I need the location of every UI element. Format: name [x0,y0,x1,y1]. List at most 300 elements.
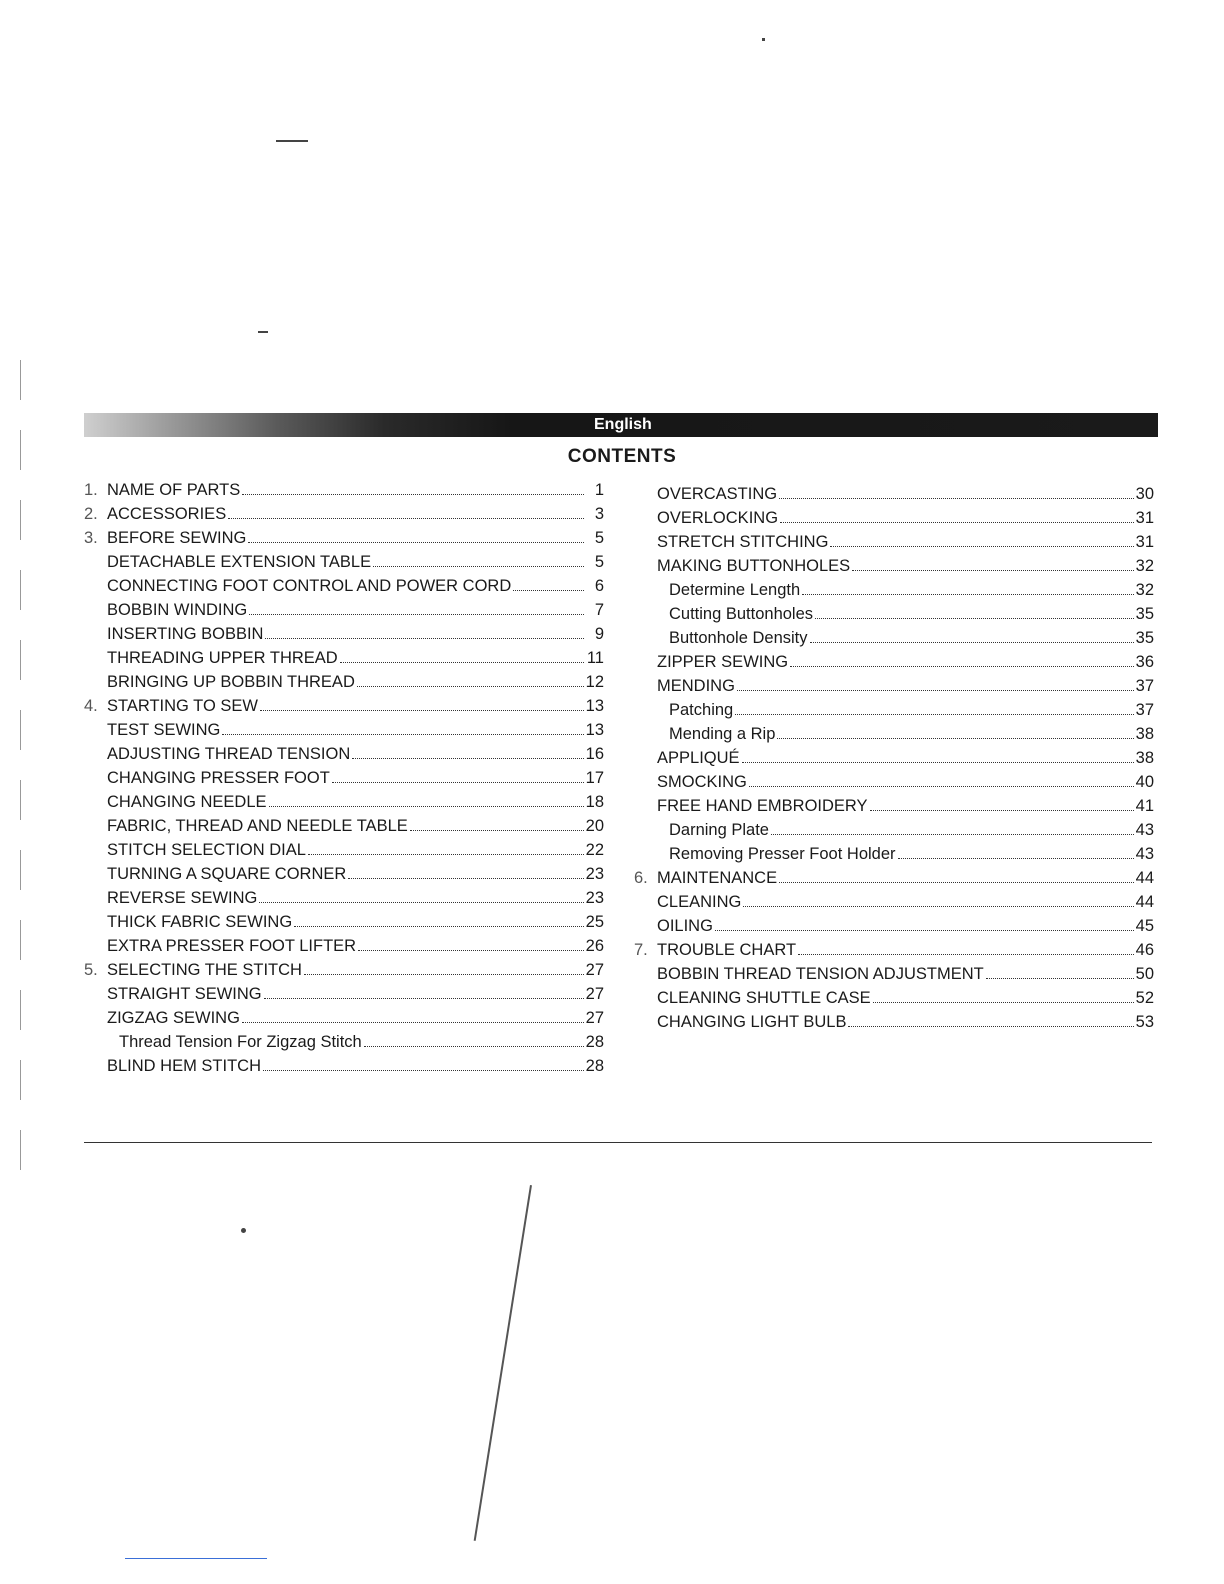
toc-entry-body [657,746,1154,770]
toc-entry [634,506,1154,530]
toc-entry-body [657,938,1154,962]
toc-entry-page: 1 [594,481,604,499]
toc-entry [84,694,604,718]
toc-entry-body [107,862,604,886]
toc-entry-label: OVERCASTING [657,485,778,503]
toc-entry [634,626,1154,650]
toc-entry-body [657,1010,1154,1034]
toc-entry [84,1006,604,1030]
toc-entry [84,1030,604,1054]
toc-entry [84,958,604,982]
dot-leader [410,814,584,831]
toc-entry [84,550,604,574]
toc-entry-label: ZIPPER SEWING [657,653,789,671]
toc-entry-body [107,622,604,646]
toc-entry [634,554,1154,578]
toc-entry-page: 27 [585,961,604,979]
toc-entry-label: THICK FABRIC SEWING [107,913,293,931]
toc-entry-page: 32 [1135,557,1154,575]
toc-entry-body [107,694,604,718]
dot-leader [771,818,1134,835]
language-label: English [594,416,652,433]
toc-entry-page: 5 [594,529,604,547]
toc-entry [634,578,1154,602]
toc-entry-body [657,602,1154,626]
scan-speck [276,140,308,142]
toc-entry-label: Determine Length [669,581,801,599]
toc-entry-label: MAKING BUTTONHOLES [657,557,851,575]
dot-leader [340,646,584,663]
toc-entry-page: 38 [1135,725,1154,743]
toc-entry-label: CHANGING NEEDLE [107,793,267,811]
toc-entry-body [107,478,604,502]
toc-entry-body [107,766,604,790]
toc-entry-number [84,862,107,886]
toc-entry-number [634,818,657,842]
toc-entry-number [84,1054,107,1078]
dot-leader [259,886,583,903]
toc-entry [84,622,604,646]
dot-leader [263,1054,584,1071]
toc-entry-label: TROUBLE CHART [657,941,797,959]
toc-entry-body [107,1006,604,1030]
toc-entry-body [657,890,1154,914]
dot-leader [228,502,584,519]
toc-entry-body [107,982,604,1006]
dot-leader [830,530,1133,547]
toc-entry-page: 46 [1135,941,1154,959]
toc-entry-page: 45 [1135,917,1154,935]
toc-entry [634,1010,1154,1034]
toc-entry [634,770,1154,794]
dot-leader [715,914,1134,931]
toc-entry [634,890,1154,914]
toc-entry-label: Removing Presser Foot Holder [669,845,896,863]
dot-leader [986,962,1134,979]
toc-entry [84,766,604,790]
toc-entry-page: 31 [1135,509,1154,527]
toc-entry-number [84,886,107,910]
toc-entry-body [657,650,1154,674]
toc-entry-number [84,1006,107,1030]
dot-leader [265,622,584,639]
toc-entry [634,722,1154,746]
toc-entry [84,718,604,742]
toc-entry-body [107,670,604,694]
scan-speck [762,38,765,41]
toc-entry-label: APPLIQUÉ [657,749,740,767]
toc-entry-number [84,1030,107,1054]
toc-entry [84,1054,604,1078]
dot-leader [870,794,1134,811]
toc-entry-number: 2. [84,505,98,523]
toc-entry-number [634,578,657,602]
toc-entry [634,482,1154,506]
toc-entry-page: 13 [585,721,604,739]
toc-entry-number: 7. [634,941,648,959]
toc-entry-page: 25 [585,913,604,931]
toc-entry-page: 23 [585,865,604,883]
toc-entry-label: ACCESSORIES [107,505,227,523]
dot-leader [873,986,1134,1003]
toc-entry-label: OVERLOCKING [657,509,779,527]
toc-entry-number [634,650,657,674]
dot-leader [779,482,1134,499]
toc-entry-number [634,770,657,794]
toc-entry-page: 53 [1135,1013,1154,1031]
toc-entry-number [634,962,657,986]
toc-entry-label: Cutting Buttonholes [669,605,814,623]
toc-entry [634,938,1154,962]
toc-entry [634,674,1154,698]
toc-entry-label: CLEANING [657,893,742,911]
toc-entry-body [657,962,1154,986]
toc-entry-body [657,866,1154,890]
toc-entry-body [107,502,604,526]
toc-entry [84,574,604,598]
toc-left-column [84,478,604,1078]
dot-leader [242,478,584,495]
dot-leader [242,1006,584,1023]
toc-entry-number [84,790,107,814]
toc-entry-label: CONNECTING FOOT CONTROL AND POWER CORD [107,577,512,595]
toc-entry-label: STRAIGHT SEWING [107,985,262,1003]
toc-entry-label: BRINGING UP BOBBIN THREAD [107,673,355,691]
scan-margin-artifact [20,360,21,1180]
toc-entry-number [84,646,107,670]
dot-leader [358,934,584,951]
toc-entry-body [107,838,604,862]
dot-leader [264,982,584,999]
toc-entry-number [634,842,657,866]
dot-leader [304,958,584,975]
toc-entry-label: THREADING UPPER THREAD [107,649,338,667]
toc-entry-label: BOBBIN WINDING [107,601,248,619]
toc-entry-number [634,794,657,818]
dot-leader [852,554,1133,571]
toc-entry-body [657,482,1154,506]
toc-entry-label: BEFORE SEWING [107,529,247,547]
toc-entry-page: 17 [585,769,604,787]
toc-entry-page: 32 [1135,581,1154,599]
dot-leader [357,670,584,687]
dot-leader [802,578,1133,595]
toc-entry-body [107,958,604,982]
dot-leader [737,674,1134,691]
page-title: CONTENTS [567,446,677,467]
toc-entry [634,602,1154,626]
toc-entry-page: 5 [594,553,604,571]
toc-entry-page: 9 [594,625,604,643]
toc-entry-body [107,886,604,910]
toc-entry-label: MAINTENANCE [657,869,778,887]
toc-entry [634,698,1154,722]
toc-entry-label: STITCH SELECTION DIAL [107,841,306,859]
scan-speck [258,331,268,333]
toc-entry-body [657,530,1154,554]
toc-entry-page: 44 [1135,893,1154,911]
toc-entry-body [107,814,604,838]
toc-entry-label: MENDING [657,677,735,695]
toc-entry-number: 5. [84,961,98,979]
toc-entry [84,598,604,622]
toc-entry-number [634,506,657,530]
dot-leader [308,838,584,855]
toc-entry [634,962,1154,986]
toc-entry-number: 3. [84,529,98,547]
toc-entry-label: CLEANING SHUTTLE CASE [657,989,871,1007]
dot-leader [513,574,584,591]
dot-leader [352,742,583,759]
toc-entry-body [107,646,604,670]
toc-entry-number [84,598,107,622]
dot-leader [332,766,584,783]
dot-leader [798,938,1134,955]
toc-entry-number [634,914,657,938]
toc-entry-number: 6. [634,869,648,887]
toc-entry-number [84,550,107,574]
toc-entry-label: ADJUSTING THREAD TENSION [107,745,351,763]
toc-entry-label: CHANGING PRESSER FOOT [107,769,330,787]
dot-leader [294,910,583,927]
toc-entry-number [634,602,657,626]
toc-entry-page: 22 [585,841,604,859]
toc-entry-number [634,722,657,746]
toc-entry [84,478,604,502]
toc-entry [634,842,1154,866]
toc-entry-page: 35 [1135,629,1154,647]
toc-entry-body [657,722,1154,746]
toc-entry-body [657,794,1154,818]
toc-entry-number [634,626,657,650]
toc-entry-label: SELECTING THE STITCH [107,961,302,979]
toc-entry-page: 18 [585,793,604,811]
toc-entry-number: 1. [84,481,98,499]
toc-entry-page: 43 [1135,821,1154,839]
toc-entry-body [107,1030,604,1054]
toc-entry-body [107,1054,604,1078]
toc-entry-page: 16 [585,745,604,763]
toc-entry [634,746,1154,770]
toc-entry [84,646,604,670]
dot-leader [749,770,1134,787]
toc-entry-page: 43 [1135,845,1154,863]
toc-entry-number [634,986,657,1010]
toc-entry-label: CHANGING LIGHT BULB [657,1013,847,1031]
toc-entry [84,502,604,526]
toc-entry-label: FREE HAND EMBROIDERY [657,797,868,815]
toc-entry-label: TEST SEWING [107,721,221,739]
toc-entry-number [84,838,107,862]
dot-leader [373,550,584,567]
toc-entry-label: BOBBIN THREAD TENSION ADJUSTMENT [657,965,984,983]
horizontal-rule [84,1142,1152,1143]
toc-entry-body [657,842,1154,866]
toc-entry-body [657,674,1154,698]
toc-entry-page: 37 [1135,701,1154,719]
toc-entry-label: Patching [669,701,734,719]
toc-entry-page: 26 [585,937,604,955]
toc-entry-label: BLIND HEM STITCH [107,1057,262,1075]
toc-entry-number [84,910,107,934]
toc-entry-page: 13 [585,697,604,715]
toc-entry-body [657,626,1154,650]
toc-entry-page: 28 [585,1057,604,1075]
toc-entry [84,862,604,886]
toc-entry-number [634,482,657,506]
toc-entry-body [657,698,1154,722]
toc-entry-body [107,718,604,742]
toc-entry [634,866,1154,890]
toc-entry-label: Darning Plate [669,821,769,839]
toc-entry-number [84,766,107,790]
toc-entry-page: 20 [585,817,604,835]
toc-entry-label: STARTING TO SEW [107,697,258,715]
toc-entry-number [84,982,107,1006]
toc-entry-number [634,1010,657,1034]
toc-entry-number [84,814,107,838]
dot-leader [898,842,1134,859]
toc-entry-body [107,574,604,598]
toc-entry-page: 41 [1135,797,1154,815]
toc-entry-number [634,554,657,578]
toc-entry-page: 44 [1135,869,1154,887]
toc-entry-body [107,910,604,934]
toc-entry-page: 27 [585,985,604,1003]
dot-leader [790,650,1134,667]
toc-entry-label: INSERTING BOBBIN [107,625,264,643]
toc-entry-number [84,574,107,598]
toc-entry-body [657,818,1154,842]
dot-leader [848,1010,1133,1027]
dot-leader [249,598,584,615]
blue-underline-mark [125,1558,267,1559]
toc-entry-label: Thread Tension For Zigzag Stitch [119,1033,362,1051]
toc-entry-body [107,598,604,622]
toc-entry-number [84,622,107,646]
toc-entry-body [657,554,1154,578]
toc-entry-page: 30 [1135,485,1154,503]
toc-entry-number [634,698,657,722]
toc-entry-label: Buttonhole Density [669,629,808,647]
dot-leader [222,718,583,735]
toc-entry-body [107,934,604,958]
toc-right-column [634,482,1154,1034]
toc-entry [84,982,604,1006]
toc-entry-label: NAME OF PARTS [107,481,241,499]
toc-entry-body [657,506,1154,530]
toc-entry-label: ZIGZAG SEWING [107,1009,240,1027]
toc-entry [634,530,1154,554]
toc-entry-page: 12 [585,673,604,691]
toc-entry-number [634,746,657,770]
toc-entry-body [657,578,1154,602]
toc-entry-number [84,742,107,766]
toc-entry-page: 35 [1135,605,1154,623]
toc-entry-number [84,670,107,694]
dot-leader [780,506,1134,523]
toc-entry-label: REVERSE SEWING [107,889,258,907]
toc-entry-page: 52 [1135,989,1154,1007]
toc-entry [84,670,604,694]
toc-entry-number [84,934,107,958]
toc-entry [634,914,1154,938]
toc-entry-label: STRETCH STITCHING [657,533,829,551]
toc-entry-label: SMOCKING [657,773,747,791]
dot-leader [735,698,1133,715]
toc-entry-page: 28 [585,1033,604,1051]
dot-leader [364,1030,584,1047]
toc-entry [84,814,604,838]
toc-entry [84,934,604,958]
toc-entry-body [657,914,1154,938]
toc-entry [84,790,604,814]
toc-entry-number [634,890,657,914]
dot-leader [348,862,583,879]
toc-entry-page: 40 [1135,773,1154,791]
toc-entry-label: OILING [657,917,713,935]
toc-entry [634,650,1154,674]
toc-entry [84,910,604,934]
toc-entry-label: Mending a Rip [669,725,776,743]
toc-entry-body [107,790,604,814]
dot-leader [269,790,584,807]
toc-entry-body [657,986,1154,1010]
scan-scratch-line [474,1185,532,1541]
toc-entry [84,526,604,550]
toc-entry-page: 11 [586,649,604,667]
toc-entry-body [657,770,1154,794]
toc-entry-page: 38 [1135,749,1154,767]
dot-leader [248,526,584,543]
dot-leader [742,746,1134,763]
toc-entry-body [107,526,604,550]
toc-entry [634,818,1154,842]
toc-entry-number: 4. [84,697,98,715]
toc-entry-number [634,674,657,698]
toc-entry-label: DETACHABLE EXTENSION TABLE [107,553,372,571]
toc-entry-body [107,742,604,766]
toc-entry-label: FABRIC, THREAD AND NEEDLE TABLE [107,817,408,835]
scan-speck [241,1228,246,1233]
toc-entry [634,794,1154,818]
toc-entry-page: 3 [594,505,604,523]
toc-entry [84,886,604,910]
dot-leader [779,866,1134,883]
dot-leader [815,602,1134,619]
toc-entry-page: 50 [1135,965,1154,983]
toc-entry-page: 31 [1135,533,1154,551]
dot-leader [810,626,1134,643]
toc-entry [84,742,604,766]
toc-entry-label: TURNING A SQUARE CORNER [107,865,347,883]
toc-entry-label: EXTRA PRESSER FOOT LIFTER [107,937,357,955]
dot-leader [777,722,1133,739]
dot-leader [260,694,584,711]
toc-entry-number [634,530,657,554]
toc-entry-page: 36 [1135,653,1154,671]
toc-entry-page: 23 [585,889,604,907]
dot-leader [743,890,1133,907]
toc-entry-page: 27 [585,1009,604,1027]
toc-entry-page: 7 [594,601,604,619]
toc-entry-page: 37 [1135,677,1154,695]
toc-entry [634,986,1154,1010]
toc-entry-page: 6 [594,577,604,595]
toc-entry-body [107,550,604,574]
toc-entry [84,838,604,862]
toc-entry-number [84,718,107,742]
